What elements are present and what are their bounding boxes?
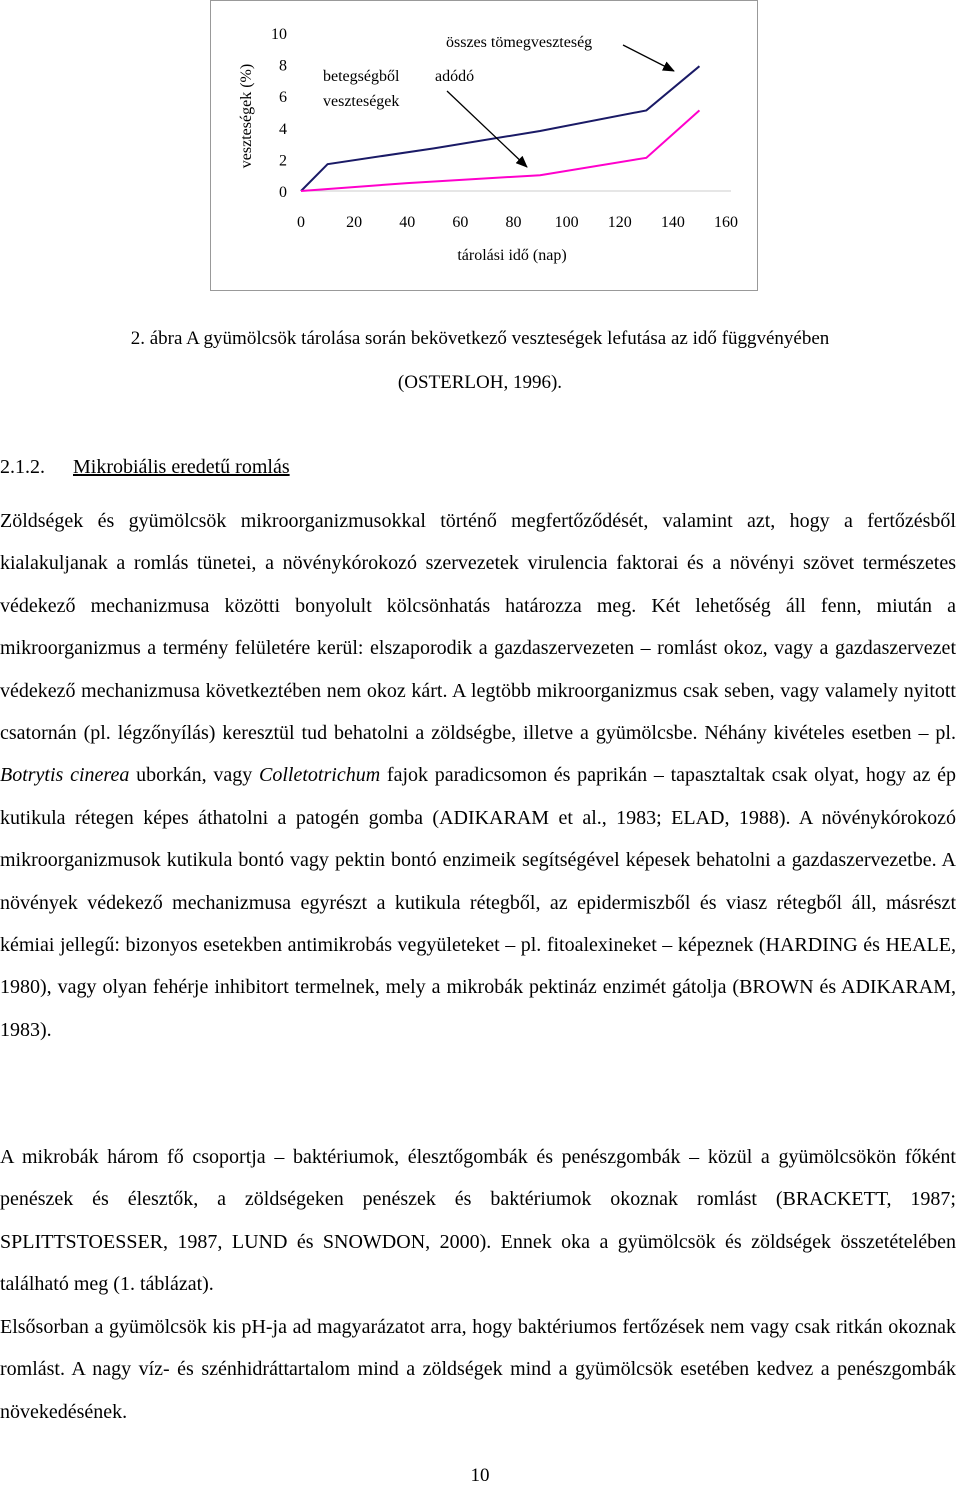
annotation-disease-line1: betegségből [323,68,400,85]
paragraph-2: A mikrobák három fő csoportja – baktériumok, élesztőgombák és penészgombák – közül a gyümölcsökön főként penészek és élesztők, a zöldségeken penészek és baktériumok okoznak romlást (BRACKETT, 1987; SPLITTSTOESSER, 1987, LUND és SNOWDON, 2000). Ennek oka a gyümölcsök és zöldségek összetételében található meg (1. táblázat). [0,1146,956,1296]
x-axis-label: tárolási idő (nap) [457,247,567,264]
paragraph-1 [0,500,956,1051]
x-tick-labels [297,214,738,231]
section-number: 2.1.2. [0,456,45,478]
figure-caption-line2: (OSTERLOH, 1996). [397,372,563,393]
line-chart [211,1,759,292]
x-tick-label: 140 [660,214,685,231]
y-tick-label: 4 [279,120,287,138]
section-heading [0,456,290,479]
x-tick-label: 40 [399,214,416,231]
series-line-disease-loss [301,110,699,191]
x-tick-label: 60 [452,214,469,231]
x-tick-label: 100 [554,214,579,231]
y-axis-label: veszteségek (%) [238,63,255,169]
x-tick-label: 120 [607,214,632,231]
species-colletotrichum: Colletotrichum [259,764,381,787]
figure-caption-line1: 2. ábra A gyümölcsök tárolása során bekövetkező veszteségek lefutása az idő függvényében [130,328,830,349]
paragraph-3: Elsősorban a gyümölcsök kis pH-ja ad magyarázatot arra, hogy baktériumos fertőzések nem vagy csak ritkán okoznak romlást. A nagy víz- és szénhidráttartalom mind a zöldségek mind a gyümölcsök esetében kedvez a penészgombák növekedésének. [0,1316,956,1423]
x-tick-label: 80 [505,214,522,231]
paragraph-1-text-b: uborkán, vagy [129,764,260,787]
species-botrytis: Botrytis cinerea [0,764,130,787]
paragraph-1-text-c: fajok paradicsomon és paprikán – tapasztaltak csak olyat, hogy az ép kutikula rétegen képes áthatolni a patogén gomba (ADIKARAM et al., 1983; ELAD, 1988). A növénykórokozó mikroorganizmusok kutikula bontó vagy pektin bontó enzimeik segítségével képesek behatolni a gazdaszervezetbe. A növények védekező mechanizmusa egyrészt a kutikula rétegből, az epidermiszből és viasz rétegből áll, másrészt kémiai jellegű: bizonyos esetekben antimikrobás vegyületeket – pl. fitoalexineket – képeznek (HARDING és HEALE, 1980), vagy olyan fehérje inhibitort termelnek, mely a mikrobák pektináz enzimét gátolja (BROWN és ADIKARAM, 1983). [0,764,956,1041]
y-tick-label: 0 [279,184,287,201]
chart-figure [210,0,758,291]
x-tick-label: 20 [346,214,363,231]
annotation-total-loss: összes tömegveszteség [446,34,593,51]
y-tick-labels [271,26,287,201]
section-title: Mikrobiális eredetű romlás [73,456,290,478]
arrow-disease-loss [447,91,527,167]
paragraph-1-text-a: Zöldségek és gyümölcsök mikroorganizmusokkal történő megfertőződését, valamint azt, hogy a fertőzésből kialakuljanak a romlás tünetei, a növénykórokozó szervezetek virulencia faktorai és a növényi szövet természetes védekező mechanizmusa közötti bonyolult kölcsönhatás határozza meg. Két lehetőség áll fenn, miután a mikroorganizmus a termény felületére kerül: elszaporodik a gazdaszervezeten – romlást okoz, vagy a gazdaszervezet védekező mechanizmusa következtében nem okoz kárt. A legtöbb mikroorganizmus csak seben, vagy valamely nyitott csatornán (pl. légzőnyílás) keresztül tud behatolni a zöldségbe, illetve a gyümölcsbe. Néhány kivételes esetben – pl. [0,510,956,745]
x-tick-label: 160 [714,214,738,231]
y-tick-label: 6 [279,89,287,107]
annotation-disease-line3: adódó [435,68,475,85]
y-tick-label: 2 [279,152,287,170]
annotation-disease-line2: veszteségek [323,93,400,110]
page-number: 10 [470,1465,490,1486]
x-tick-label: 0 [297,214,305,231]
y-tick-label: 10 [271,26,287,43]
arrow-total-loss [623,45,674,71]
y-tick-label: 8 [279,57,287,75]
